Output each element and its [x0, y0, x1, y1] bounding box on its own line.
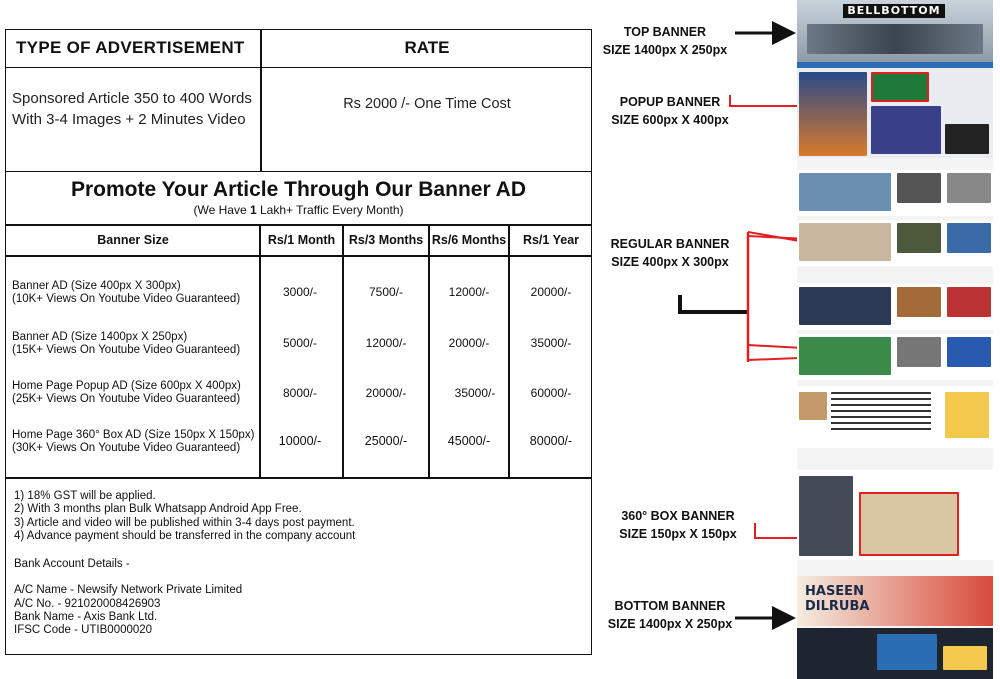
sponsored-article-rate: Rs 2000 /- One Time Cost: [343, 96, 511, 112]
box-banner-label: 360° BOX BANNER SIZE 150px X 150px: [619, 509, 737, 541]
regular-banner-preview: [799, 223, 891, 261]
popup-connector: [730, 95, 800, 106]
price-cell: 20000/-: [365, 386, 407, 400]
hero-image: [799, 72, 867, 156]
divider: [6, 224, 591, 226]
price-cell: 35000/-: [530, 336, 572, 350]
price-cell: 20000/-: [448, 336, 490, 350]
article-thumb: [897, 173, 941, 203]
article-thumb: [799, 392, 827, 420]
article-thumb: [947, 287, 991, 317]
footer-preview: [797, 628, 993, 679]
regular-bracket: [680, 295, 748, 312]
article-thumb: [897, 287, 941, 317]
bottom-banner-label: BOTTOM BANNER SIZE 1400px X 250px: [607, 599, 733, 631]
promo-title: Promote Your Article Through Our Banner AD: [70, 178, 527, 201]
article-thumb: [945, 392, 989, 438]
bank-details: [14, 558, 242, 637]
price-cell: 7500/-: [368, 285, 404, 299]
article-thumb: [897, 223, 941, 253]
sponsored-line-2: With 3-4 Images + 2 Minutes Video: [12, 111, 246, 128]
hero-thumb: [945, 124, 989, 154]
note-item: 1) 18% GST will be applied.: [14, 490, 156, 502]
bank-line: A/C Name - Newsify Network Private Limited: [14, 584, 243, 597]
price-cell: 35000/-: [454, 386, 496, 400]
price-cell: 5000/-: [282, 336, 318, 350]
price-cell: 12000/-: [448, 285, 490, 299]
article-row: [797, 170, 993, 216]
bottom-banner-title: HASEEN DILRUBA: [805, 584, 870, 614]
col-header-6-months: Rs/6 Months: [431, 233, 507, 247]
regular-banner-label: REGULAR BANNER SIZE 400px X 300px: [610, 237, 730, 269]
sponsored-line-1: Sponsored Article 350 to 400 Words: [12, 90, 252, 107]
box-banner-preview: [859, 492, 959, 556]
price-cell: 3000/-: [282, 285, 318, 299]
price-cell: 8000/-: [282, 386, 318, 400]
article-thumb: [897, 337, 941, 367]
price-cell: 12000/-: [365, 336, 407, 350]
website-preview: [797, 0, 993, 679]
top-banner-image: [807, 24, 983, 54]
col-header-3-months: Rs/3 Months: [348, 233, 424, 247]
hero-section: [797, 68, 993, 158]
note-item: 3) Article and video will be published within 3-4 days post payment.: [14, 516, 355, 529]
article-list: [797, 386, 993, 448]
popup-banner-preview: [871, 72, 929, 102]
article-thumb: [799, 476, 853, 556]
footer-box: [943, 646, 987, 670]
footer-box: [877, 634, 937, 670]
price-cell: 80000/-: [529, 434, 573, 448]
table-row-name: Banner AD (Size 1400px X 250px) (15K+ Views On Youtube Video Guaranteed): [12, 331, 241, 356]
article-thumb: [947, 173, 991, 203]
divider: [6, 477, 591, 479]
rate-card: [5, 29, 592, 655]
note-item: 4) Advance payment should be transferred in the company account: [14, 529, 356, 542]
col-header-1-month: Rs/1 Month: [267, 233, 336, 247]
regular-banner-preview: [799, 337, 891, 375]
top-banner-preview: [797, 0, 993, 62]
article-thumb: [799, 287, 891, 325]
regular-banner-preview: [947, 337, 991, 367]
price-cell: 10000/-: [278, 434, 322, 448]
table-row-name: Banner AD (Size 400px X 300px) (10K+ Views On Youtube Video Guaranteed): [12, 280, 241, 305]
rate-heading: RATE: [404, 38, 450, 57]
top-banner-label: TOP BANNER SIZE 1400px X 250px: [602, 25, 728, 57]
bank-line: IFSC Code - UTIB0000020: [14, 624, 153, 637]
hero-thumb: [871, 106, 941, 154]
bottom-banner-preview: [797, 576, 993, 626]
divider: [6, 255, 591, 257]
col-header-banner-size: Banner Size: [97, 233, 169, 247]
text-lines: [831, 392, 931, 432]
price-cell: 45000/-: [447, 434, 491, 448]
promo-subtitle: (We Have 1 Lakh+ Traffic Every Month): [193, 203, 404, 217]
table-row-name: Home Page Popup AD (Size 600px X 400px) (25K+ Views On Youtube Video Guaranteed): [12, 380, 241, 405]
top-banner-title: BELLBOTTOM: [843, 4, 945, 18]
terms-notes: [14, 490, 355, 543]
price-cell: 60000/-: [530, 386, 572, 400]
bank-line: Bank Name - Axis Bank Ltd.: [14, 610, 158, 623]
price-cell: 25000/-: [364, 434, 408, 448]
article-thumb: [799, 173, 891, 211]
sponsored-article-description: [12, 88, 252, 130]
bank-heading: Bank Account Details -: [14, 558, 130, 570]
article-row: [797, 334, 993, 380]
regular-banner-preview: [947, 223, 991, 253]
article-row: [797, 284, 993, 330]
type-of-advertisement-heading: TYPE OF ADVERTISEMENT: [16, 38, 245, 57]
price-cell: 20000/-: [530, 285, 572, 299]
popup-banner-label: POPUP BANNER SIZE 600px X 400px: [611, 95, 729, 127]
bank-line: A/C No. - 921020008426903: [14, 597, 161, 610]
article-row: [797, 220, 993, 266]
box-banner-section: [797, 470, 993, 560]
table-row-name: Home Page 360° Box AD (Size 150px X 150px) (30K+ Views On Youtube Video Guaranteed): [12, 429, 255, 454]
note-item: 2) With 3 months plan Bulk Whatsapp Android App Free.: [14, 503, 302, 516]
col-header-1-year: Rs/1 Year: [522, 233, 580, 247]
